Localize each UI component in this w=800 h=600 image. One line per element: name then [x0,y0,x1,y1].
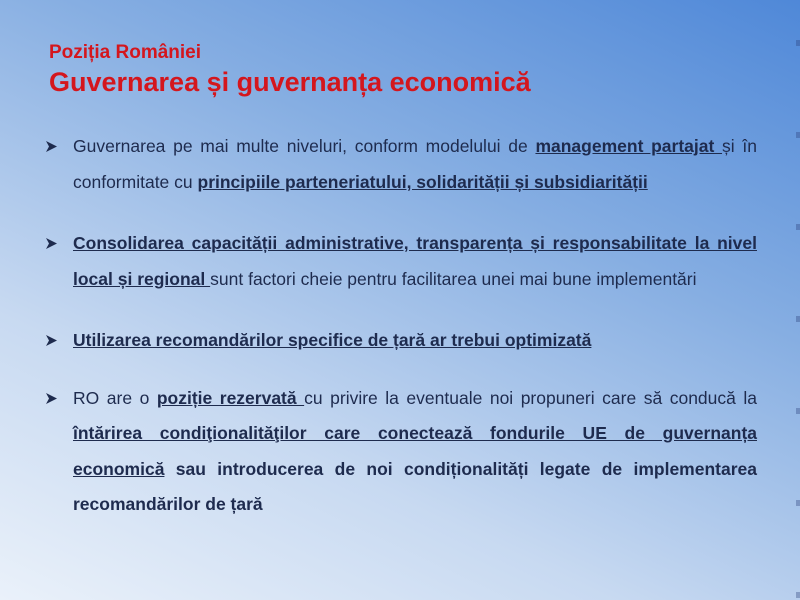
arrow-bullet-icon [45,140,58,153]
title-block [49,41,531,98]
bullet-item [45,381,757,523]
bullet-4-emphasis-2: întărirea condiţionalităţilor care conectează fondurile UE de guvernanța economică [73,423,757,479]
slide-title: Guvernarea și guvernanța economică [49,67,531,97]
arrow-bullet-icon [45,334,58,347]
bullet-1-emphasis: management partajat [535,136,723,156]
slide-subtitle: Poziția României [49,42,202,63]
bullet-4-text: RO are o [73,387,157,408]
bullet-2-emphasis: Consolidarea capacității administrative, transparența și responsabilitate la nivel local și regional [73,233,757,289]
arrow-bullet-icon [45,392,58,405]
bullet-2-text: sunt factori cheie pentru facilitarea unei mai bune implementări [210,268,697,289]
bullet-1-text: Guvernarea pe mai multe niveluri, conform modelului de [73,136,536,156]
arrow-bullet-icon [45,237,58,250]
bullet-item [45,226,757,297]
bullet-1-text-2: și în conformitate cu [73,136,757,192]
bullet-4-emphasis: poziție rezervată [156,387,305,408]
bullet-4-text-2: cu privire la eventuale noi propuneri care să conducă la [304,387,758,408]
slide-edge-marks [796,0,800,600]
bullet-1-emphasis-2: principiile parteneriatului, solidarității și subsidiarității [197,171,648,192]
bullet-3-emphasis: Utilizarea recomandărilor specifice de țară ar trebui optimizată [73,330,592,350]
bullet-item [45,323,757,359]
bullet-list [45,129,757,549]
bullet-4-text-3: sau introducerea de noi condiționalități legate de implementarea recomandărilor de țară [73,458,757,514]
bullet-item [45,129,757,200]
